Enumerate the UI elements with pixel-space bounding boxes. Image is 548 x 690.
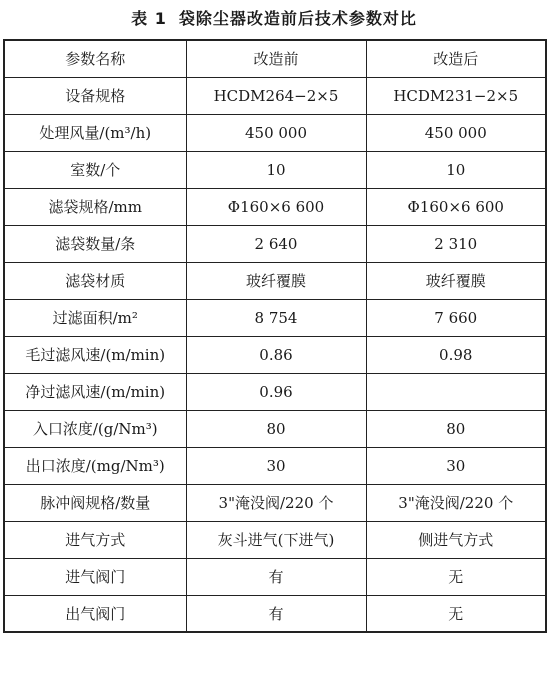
- parameter-name-cell: 设备规格: [4, 77, 186, 114]
- parameter-name-cell: 处理风量/(m³/h): [4, 114, 186, 151]
- table-row: [4, 595, 546, 632]
- before-value-cell: 玻纤覆膜: [186, 262, 366, 299]
- before-value-cell: 3"淹没阀/220 个: [186, 484, 366, 521]
- after-value-cell: [366, 373, 546, 410]
- parameter-name-cell: 出口浓度/(mg/Nm³): [4, 447, 186, 484]
- table-number: 表 1: [131, 8, 167, 28]
- after-value-cell: 无: [366, 558, 546, 595]
- parameter-name-cell: 脉冲阀规格/数量: [4, 484, 186, 521]
- after-value-cell: 7 660: [366, 299, 546, 336]
- before-value-cell: 8 754: [186, 299, 366, 336]
- table-row: [4, 558, 546, 595]
- parameter-name-cell: 入口浓度/(g/Nm³): [4, 410, 186, 447]
- parameter-name-cell: 滤袋规格/mm: [4, 188, 186, 225]
- after-value-cell: 3"淹没阀/220 个: [366, 484, 546, 521]
- parameter-name-cell: 出气阀门: [4, 595, 186, 632]
- table-row: [4, 262, 546, 299]
- table-row: [4, 484, 546, 521]
- after-value-cell: Φ160×6 600: [366, 188, 546, 225]
- before-value-cell: 0.96: [186, 373, 366, 410]
- parameter-name-cell: 进气阀门: [4, 558, 186, 595]
- after-value-cell: 10: [366, 151, 546, 188]
- before-value-cell: 灰斗进气(下进气): [186, 521, 366, 558]
- after-value-cell: 0.98: [366, 336, 546, 373]
- table-row: [4, 521, 546, 558]
- before-value-cell: 有: [186, 595, 366, 632]
- after-value-cell: 玻纤覆膜: [366, 262, 546, 299]
- header-cell-after: 改造后: [366, 40, 546, 77]
- table-row: [4, 299, 546, 336]
- table-row: [4, 225, 546, 262]
- parameter-comparison-table: [3, 39, 547, 633]
- table-row: [4, 77, 546, 114]
- before-value-cell: 2 640: [186, 225, 366, 262]
- header-row: [4, 40, 546, 77]
- after-value-cell: 450 000: [366, 114, 546, 151]
- after-value-cell: 30: [366, 447, 546, 484]
- table-row: [4, 373, 546, 410]
- before-value-cell: 30: [186, 447, 366, 484]
- table-row: [4, 336, 546, 373]
- before-value-cell: 80: [186, 410, 366, 447]
- parameter-name-cell: 室数/个: [4, 151, 186, 188]
- after-value-cell: 2 310: [366, 225, 546, 262]
- before-value-cell: HCDM264−2×5: [186, 77, 366, 114]
- parameter-name-cell: 毛过滤风速/(m/min): [4, 336, 186, 373]
- before-value-cell: 450 000: [186, 114, 366, 151]
- after-value-cell: 侧进气方式: [366, 521, 546, 558]
- table-row: [4, 151, 546, 188]
- table-row: [4, 410, 546, 447]
- parameter-name-cell: 滤袋材质: [4, 262, 186, 299]
- parameter-name-cell: 过滤面积/m²: [4, 299, 186, 336]
- parameter-name-cell: 进气方式: [4, 521, 186, 558]
- parameter-name-cell: 净过滤风速/(m/min): [4, 373, 186, 410]
- before-value-cell: 10: [186, 151, 366, 188]
- header-cell-parameter: 参数名称: [4, 40, 186, 77]
- after-value-cell: 无: [366, 595, 546, 632]
- table-caption: [0, 0, 548, 34]
- before-value-cell: 有: [186, 558, 366, 595]
- header-cell-before: 改造前: [186, 40, 366, 77]
- table-row: [4, 447, 546, 484]
- table-title: 袋除尘器改造前后技术参数对比: [178, 8, 417, 28]
- after-value-cell: HCDM231−2×5: [366, 77, 546, 114]
- table-row: [4, 114, 546, 151]
- table-row: [4, 188, 546, 225]
- parameter-name-cell: 滤袋数量/条: [4, 225, 186, 262]
- after-value-cell: 80: [366, 410, 546, 447]
- before-value-cell: 0.86: [186, 336, 366, 373]
- before-value-cell: Φ160×6 600: [186, 188, 366, 225]
